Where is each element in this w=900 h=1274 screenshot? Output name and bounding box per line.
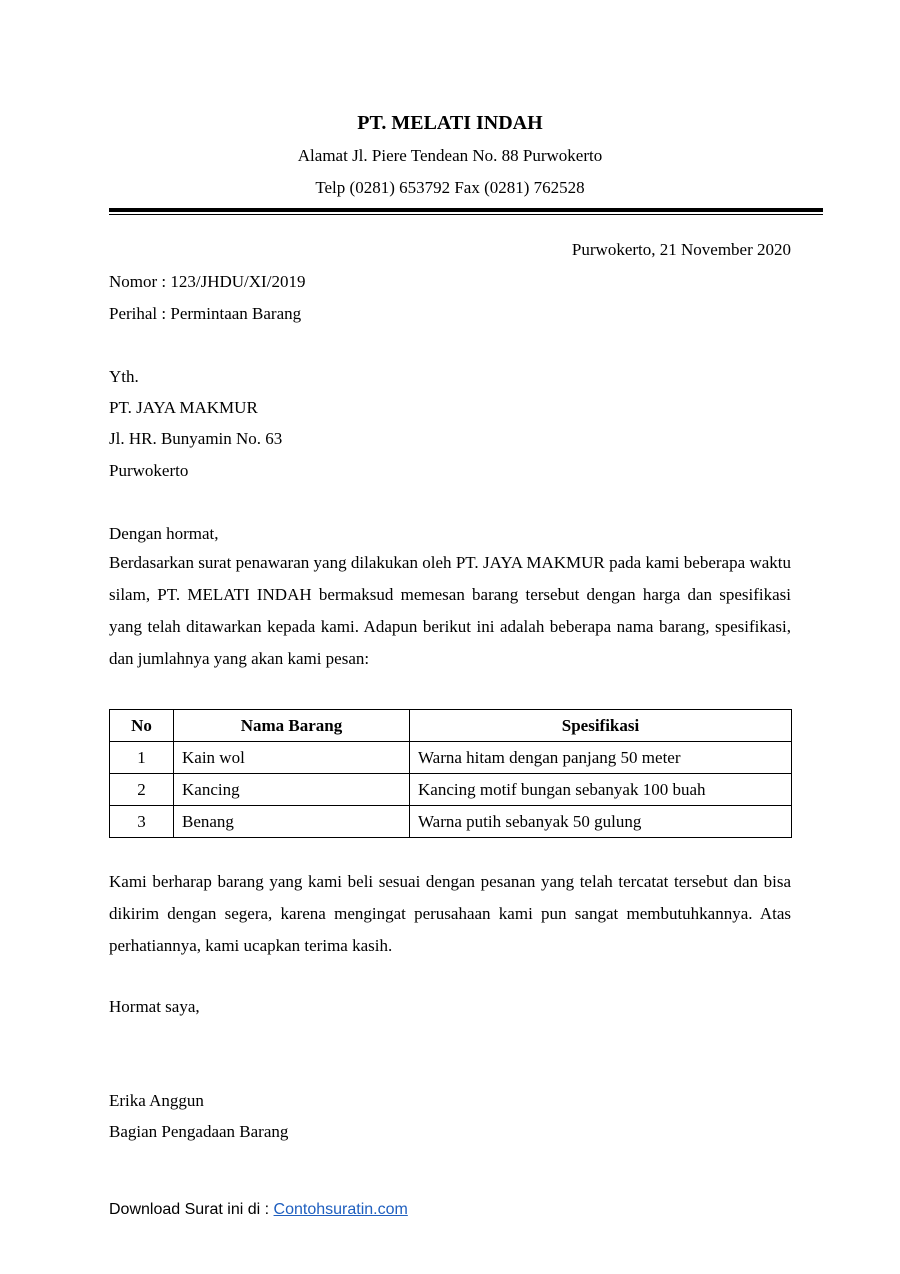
signer-name: Erika Anggun xyxy=(109,1091,204,1110)
recipient-street: Jl. HR. Bunyamin No. 63 xyxy=(109,429,283,448)
table-cell-item-name: Kancing xyxy=(174,774,410,806)
table-cell-item-name: Kain wol xyxy=(174,742,410,774)
greeting: Dengan hormat, xyxy=(109,524,219,543)
footer-link[interactable]: Contohsuratin.com xyxy=(273,1201,408,1218)
company-contact: Telp (0281) 653792 Fax (0281) 762528 xyxy=(315,178,585,197)
letter-subject: Perihal : Permintaan Barang xyxy=(109,304,302,323)
table-cell-specification: Warna putih sebanyak 50 gulung xyxy=(410,806,792,838)
letter-date: Purwokerto, 21 November 2020 xyxy=(571,240,791,259)
table-row xyxy=(110,742,792,774)
table-header-specification: Spesifikasi xyxy=(410,710,792,742)
recipient-name: PT. JAYA MAKMUR xyxy=(109,398,258,417)
company-address: Alamat Jl. Piere Tendean No. 88 Purwokerto xyxy=(297,146,603,165)
sign-off: Hormat saya, xyxy=(109,997,200,1016)
recipient-salutation: Yth. xyxy=(109,367,139,386)
letterhead-rule-thick xyxy=(109,208,823,212)
closing-paragraph: Kami berharap barang yang kami beli sesuai dengan pesanan yang telah tercatat tersebut dan bisa dikirim dengan segera, karena mengingat perusahaan kami pun sangat membutuhkannya. Atas perhatiannya, kami ucapkan terima kasih. xyxy=(109,872,791,955)
table-cell-no: 3 xyxy=(110,806,174,838)
items-table xyxy=(109,709,792,838)
intro-paragraph: Berdasarkan surat penawaran yang dilakukan oleh PT. JAYA MAKMUR pada kami beberapa waktu silam, PT. MELATI INDAH bermaksud memesan barang tersebut dengan harga dan spesifikasi yang telah ditawarkan kepada kami. Adapun berikut ini adalah beberapa nama barang, spesifikasi, dan jumlahnya yang akan kami pesan: xyxy=(109,553,791,668)
recipient-city: Purwokerto xyxy=(109,461,189,480)
table-cell-item-name: Benang xyxy=(174,806,410,838)
signer-title: Bagian Pengadaan Barang xyxy=(109,1122,289,1141)
letterhead-rule-thin xyxy=(109,214,823,215)
footer-prefix: Download Surat ini di : xyxy=(109,1201,274,1218)
letter-number: Nomor : 123/JHDU/XI/2019 xyxy=(109,272,306,291)
table-cell-no: 2 xyxy=(110,774,174,806)
table-cell-specification: Warna hitam dengan panjang 50 meter xyxy=(410,742,792,774)
footer xyxy=(109,1200,408,1220)
company-name: PT. MELATI INDAH xyxy=(357,112,543,134)
table-header-item-name: Nama Barang xyxy=(174,710,410,742)
table-header-no: No xyxy=(110,710,174,742)
table-cell-specification: Kancing motif bungan sebanyak 100 buah xyxy=(410,774,792,806)
table-cell-no: 1 xyxy=(110,742,174,774)
table-row xyxy=(110,774,792,806)
table-header-row xyxy=(110,710,792,742)
table-row xyxy=(110,806,792,838)
